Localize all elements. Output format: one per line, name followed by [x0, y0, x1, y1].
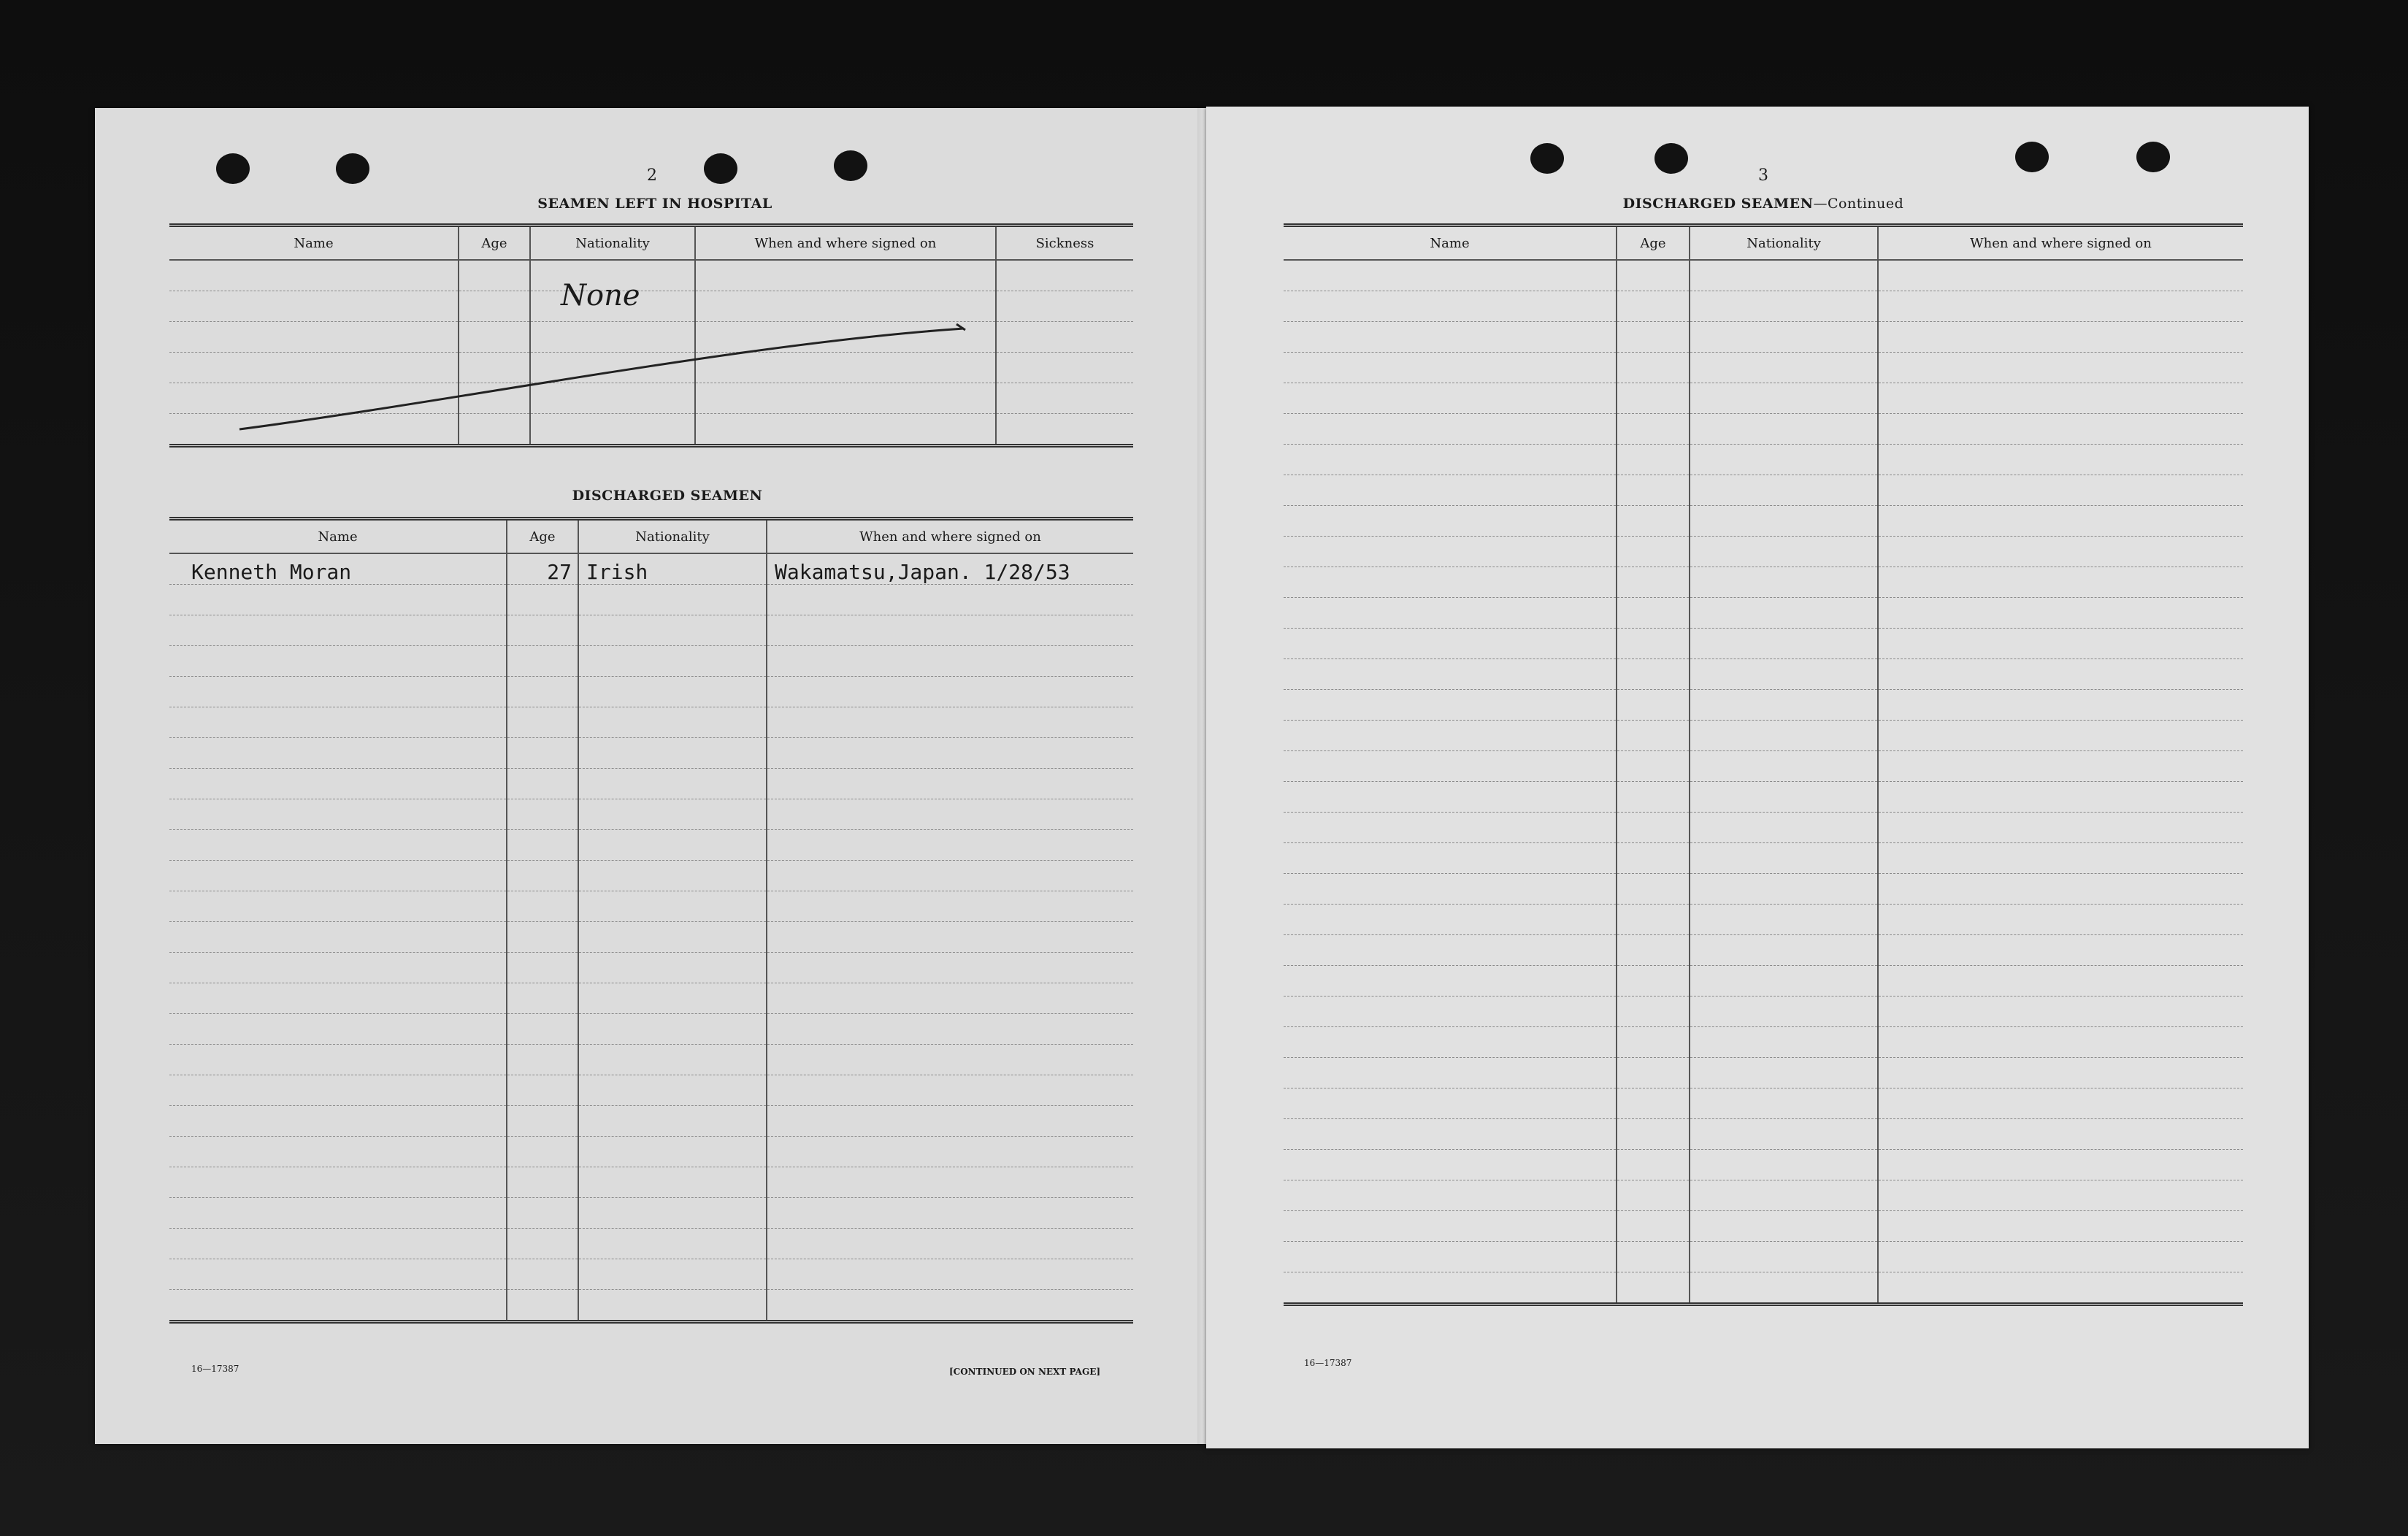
- table-row: [169, 1106, 1133, 1137]
- column-header: Nationality: [578, 519, 767, 554]
- column-header: When and where signed on: [1878, 226, 2243, 261]
- table-row: [169, 1014, 1133, 1045]
- form-code-left: 16—17387: [191, 1364, 239, 1374]
- column-header: Name: [169, 519, 507, 554]
- table-row: [1284, 1150, 2243, 1180]
- form-code-right: 16—17387: [1304, 1358, 1352, 1368]
- hospital-section-title: SEAMEN LEFT IN HOSPITAL: [537, 196, 772, 212]
- table-row: [1284, 506, 2243, 537]
- table-row: [169, 615, 1133, 646]
- punch-hole: [1654, 143, 1688, 174]
- seaman-name: Kenneth Moran: [169, 553, 507, 585]
- table-row: [169, 769, 1133, 799]
- column-header: Nationality: [530, 226, 695, 261]
- table-row: [1284, 659, 2243, 690]
- table-row: [169, 1290, 1133, 1322]
- table-row: [1284, 260, 2243, 291]
- table-row: [169, 861, 1133, 891]
- continued-note: [CONTINUED ON NEXT PAGE]: [949, 1367, 1101, 1377]
- table-row: [169, 799, 1133, 830]
- punch-hole: [834, 150, 867, 181]
- column-header: Nationality: [1690, 226, 1878, 261]
- strike-through-line: [234, 314, 978, 438]
- table-row: [1284, 322, 2243, 353]
- table-row: [1284, 1211, 2243, 1242]
- discharged-table: [169, 517, 1133, 1324]
- column-header: Sickness: [996, 226, 1133, 261]
- table-row: [1284, 291, 2243, 322]
- table-row: [1284, 690, 2243, 721]
- table-row: [169, 585, 1133, 615]
- punch-hole: [1530, 143, 1564, 174]
- table-row: [1284, 537, 2243, 567]
- table-row: [169, 646, 1133, 677]
- table-row: [1284, 751, 2243, 782]
- table-row: [1284, 567, 2243, 598]
- table-row: [1284, 782, 2243, 813]
- table-row: [1284, 1027, 2243, 1058]
- table-row: [1284, 935, 2243, 966]
- discharged-continued-title: [1284, 196, 2243, 212]
- table-row: [169, 830, 1133, 861]
- table-row: [1284, 445, 2243, 475]
- seaman-age: 27: [507, 553, 578, 585]
- table-row: [1284, 475, 2243, 506]
- table-row: [1284, 843, 2243, 874]
- page-number-left: 2: [647, 166, 657, 185]
- discharged-continued-table: [1284, 223, 2243, 1306]
- table-row: [1284, 629, 2243, 659]
- table-row: [169, 260, 1133, 291]
- page-number-right: 3: [1758, 166, 1768, 185]
- punch-hole: [2136, 142, 2170, 172]
- table-row: [1284, 1180, 2243, 1211]
- table-row: [1284, 414, 2243, 445]
- table-row: [169, 1137, 1133, 1167]
- table-row: [1284, 1119, 2243, 1150]
- table-row: [169, 1198, 1133, 1229]
- punch-hole: [704, 153, 737, 184]
- table-row: [169, 677, 1133, 707]
- table-row: [169, 922, 1133, 953]
- handwritten-none: None: [561, 279, 640, 312]
- table-row: [1284, 813, 2243, 843]
- table-row: [169, 983, 1133, 1014]
- table-row: [1284, 1272, 2243, 1305]
- table-row: [1284, 1058, 2243, 1088]
- table-row: [1284, 997, 2243, 1027]
- column-header: When and where signed on: [767, 519, 1133, 554]
- seaman-nationality: Irish: [578, 553, 767, 585]
- title-continued: —Continued: [1813, 196, 1904, 212]
- seaman-signed-on: Wakamatsu,Japan. 1/28/53: [767, 553, 1133, 585]
- table-row: [1284, 905, 2243, 935]
- punch-hole: [216, 153, 250, 184]
- table-row: [1284, 874, 2243, 905]
- table-row: [169, 891, 1133, 922]
- punch-hole: [2015, 142, 2049, 172]
- punch-hole: [336, 153, 369, 184]
- table-row: [1284, 966, 2243, 997]
- column-header: Name: [169, 226, 459, 261]
- table-row: [169, 553, 1133, 585]
- column-header: Age: [459, 226, 530, 261]
- table-row: [1284, 1242, 2243, 1272]
- column-header: Age: [1617, 226, 1690, 261]
- table-row: [169, 1229, 1133, 1259]
- table-row: [1284, 1088, 2243, 1119]
- column-header: Name: [1284, 226, 1617, 261]
- table-row: [169, 1259, 1133, 1290]
- title-main: DISCHARGED SEAMEN: [1622, 196, 1814, 212]
- table-row: [1284, 383, 2243, 414]
- column-header: Age: [507, 519, 578, 554]
- table-row: [169, 1167, 1133, 1198]
- table-row: [169, 1075, 1133, 1106]
- table-row: [169, 707, 1133, 738]
- column-header: When and where signed on: [695, 226, 996, 261]
- table-row: [169, 1045, 1133, 1075]
- discharged-section-title: DISCHARGED SEAMEN: [572, 488, 763, 504]
- table-row: [169, 953, 1133, 983]
- table-row: [1284, 598, 2243, 629]
- table-row: [1284, 721, 2243, 751]
- table-row: [169, 738, 1133, 769]
- table-row: [1284, 353, 2243, 383]
